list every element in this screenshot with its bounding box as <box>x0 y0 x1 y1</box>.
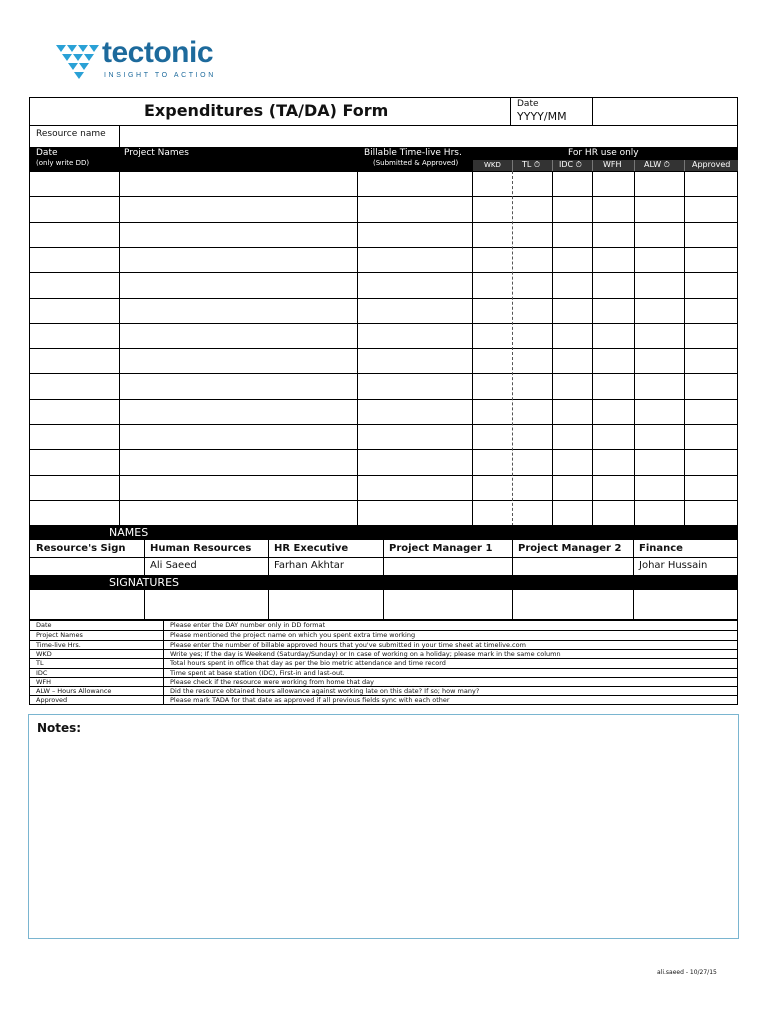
sign-header-hr: Human Resources <box>150 543 252 554</box>
legend-key: ALW – Hours Allowance <box>36 687 112 696</box>
legend-key: IDC <box>36 668 48 677</box>
tectonic-logo <box>56 36 226 82</box>
notes-box[interactable] <box>28 714 739 939</box>
table-row[interactable] <box>30 323 738 348</box>
name-finance: Johar Hussain <box>639 560 708 571</box>
sign-header-finance: Finance <box>639 543 683 554</box>
form-title: Expenditures (TA/DA) Form <box>144 101 389 120</box>
legend-description: Please enter the number of billable approved hours that you've submitted in your time sheet at timelive.com <box>170 640 526 649</box>
signatures-label: SIGNATURES <box>109 576 179 589</box>
legend-key: Date <box>36 621 52 629</box>
notes-label: Notes: <box>37 721 82 735</box>
sign-header-pm2: Project Manager 2 <box>518 543 622 554</box>
name-hr-executive: Farhan Akhtar <box>274 560 345 571</box>
signature-field-finance[interactable] <box>634 591 737 619</box>
sign-header-resource: Resource's Sign <box>36 543 126 554</box>
col-hr-use-only: For HR use only <box>568 148 639 158</box>
names-signatures-section <box>29 525 738 620</box>
col-alw: ALW ⏱ <box>644 160 670 169</box>
legend-description: Total hours spent in office that day as per the bio metric attendance and time record <box>170 659 446 668</box>
logo-wordmark: tectonic <box>102 36 214 69</box>
legend-row <box>30 695 737 704</box>
table-row[interactable] <box>30 171 738 196</box>
sign-header-hr-executive: HR Executive <box>274 543 349 554</box>
names-label: NAMES <box>109 526 149 539</box>
signature-field-pm2[interactable] <box>513 591 632 619</box>
legend-description: Time spent at base station (IDC), First-in and last-out. <box>170 668 345 677</box>
legend-key: Approved <box>36 696 68 705</box>
col-idc: IDC ⏱ <box>559 160 582 169</box>
table-row[interactable] <box>30 196 738 221</box>
table-row[interactable] <box>30 298 738 323</box>
legend-key: Time-live Hrs. <box>36 640 81 649</box>
sign-header-pm1: Project Manager 1 <box>389 543 493 554</box>
legend-description: Write yes; If the day is Weekend (Saturday/Sunday) or In case of working on a holiday; please mark in the same column <box>170 649 561 658</box>
legend-description: Please enter the DAY number only in DD format <box>170 621 326 629</box>
col-date-note: (only write DD) <box>36 159 90 167</box>
col-wfh: WFH <box>603 160 622 169</box>
legend-description: Did the resource obtained hours allowance against working late on this date? If so; how many? <box>170 687 480 696</box>
signature-field-hr[interactable] <box>145 591 267 619</box>
table-row[interactable] <box>30 222 738 247</box>
table-row[interactable] <box>30 247 738 272</box>
col-billable: Billable Time-live Hrs. <box>364 148 462 158</box>
expenditure-form <box>29 97 738 526</box>
col-date: Date <box>36 148 58 158</box>
logo-tagline: INSIGHT TO ACTION <box>104 72 216 79</box>
legend-key: WKD <box>36 649 52 658</box>
table-row[interactable] <box>30 424 738 449</box>
table-row[interactable] <box>30 449 738 474</box>
legend-row <box>30 668 737 677</box>
signature-field-hr-executive[interactable] <box>269 591 382 619</box>
field-legend <box>29 620 738 705</box>
col-billable-note: (Submitted & Approved) <box>373 159 459 167</box>
legend-key: WFH <box>36 677 52 686</box>
table-row[interactable] <box>30 348 738 373</box>
col-tl: TL ⏱ <box>522 160 541 169</box>
legend-row <box>30 649 737 658</box>
name-hr: Ali Saeed <box>150 560 197 571</box>
resource-name-field[interactable] <box>120 126 738 147</box>
col-project-names: Project Names <box>124 148 189 158</box>
legend-row <box>30 621 737 629</box>
table-row[interactable] <box>30 272 738 297</box>
resource-name-label: Resource name <box>36 129 106 139</box>
legend-row <box>30 658 737 667</box>
legend-description: Please mark TADA for that date as approved if all previous fields sync with each other <box>170 696 450 705</box>
col-approved: Approved <box>692 160 731 169</box>
entry-grid[interactable] <box>30 171 738 526</box>
legend-row <box>30 677 737 686</box>
legend-description: Please mentioned the project name on which you spent extra time working <box>170 631 416 640</box>
table-row[interactable] <box>30 500 738 525</box>
legend-row <box>30 630 737 639</box>
signature-field-pm1[interactable] <box>384 591 511 619</box>
table-row[interactable] <box>30 399 738 424</box>
legend-key: Project Names <box>36 631 83 640</box>
date-field[interactable]: YYYY/MM <box>517 110 567 123</box>
date-label: Date <box>517 99 539 109</box>
legend-row <box>30 686 737 695</box>
signature-field-resource[interactable] <box>30 591 143 619</box>
legend-key: TL <box>36 659 44 668</box>
footer-stamp: ali.saeed - 10/27/15 <box>657 969 717 976</box>
table-row[interactable] <box>30 373 738 398</box>
table-row[interactable] <box>30 475 738 500</box>
legend-description: Please check if the resource were working from home that day <box>170 677 374 686</box>
col-wkd: WKD <box>484 161 501 169</box>
legend-row <box>30 640 737 649</box>
